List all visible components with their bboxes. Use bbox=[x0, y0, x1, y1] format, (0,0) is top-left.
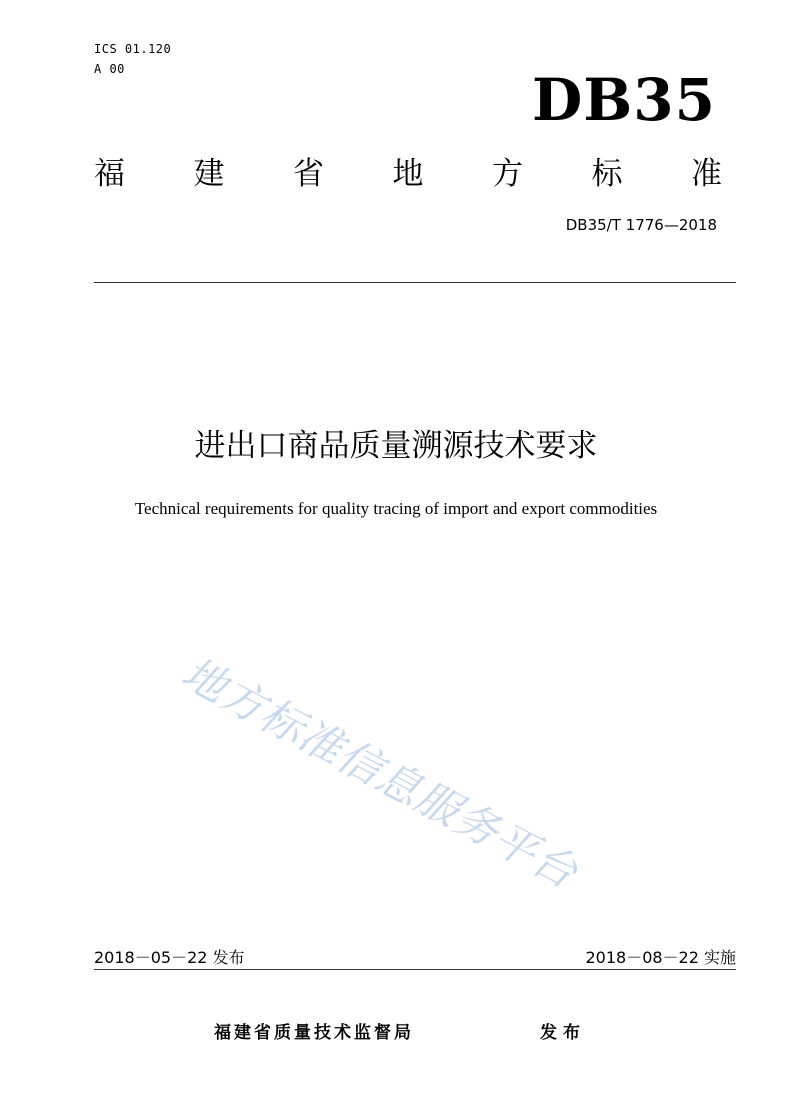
ics-code: ICS 01.120 bbox=[94, 42, 172, 56]
watermark-text: 地方标准信息服务平台 bbox=[173, 648, 586, 899]
standard-type-char: 准 bbox=[691, 156, 722, 192]
title-english: Technical requirements for quality tracing of import and export commodities bbox=[134, 499, 658, 518]
footer-divider bbox=[94, 969, 736, 970]
standard-type-char: 标 bbox=[591, 156, 623, 192]
publish-label: 发布 bbox=[540, 1023, 586, 1043]
header-divider bbox=[94, 282, 736, 283]
standard-type-char: 方 bbox=[492, 156, 523, 192]
issue-date: 2018－05－22 发布 bbox=[94, 948, 245, 967]
standard-type bbox=[94, 152, 722, 196]
standard-type-char: 福 bbox=[94, 156, 125, 192]
watermark bbox=[173, 648, 656, 930]
standard-type-char: 省 bbox=[293, 156, 324, 192]
implementation-date: 2018－08－22 实施 bbox=[585, 948, 736, 967]
publisher: 福建省质量技术监督局 bbox=[214, 1023, 414, 1043]
ccs-code: A 00 bbox=[94, 62, 125, 76]
title-chinese: 进出口商品质量溯源技术要求 bbox=[194, 428, 598, 464]
standard-type-char: 建 bbox=[193, 156, 225, 192]
standard-type-char: 地 bbox=[392, 156, 424, 192]
standard-number: DB35/T 1776—2018 bbox=[565, 216, 717, 234]
standard-logo: DB35 bbox=[531, 66, 716, 134]
